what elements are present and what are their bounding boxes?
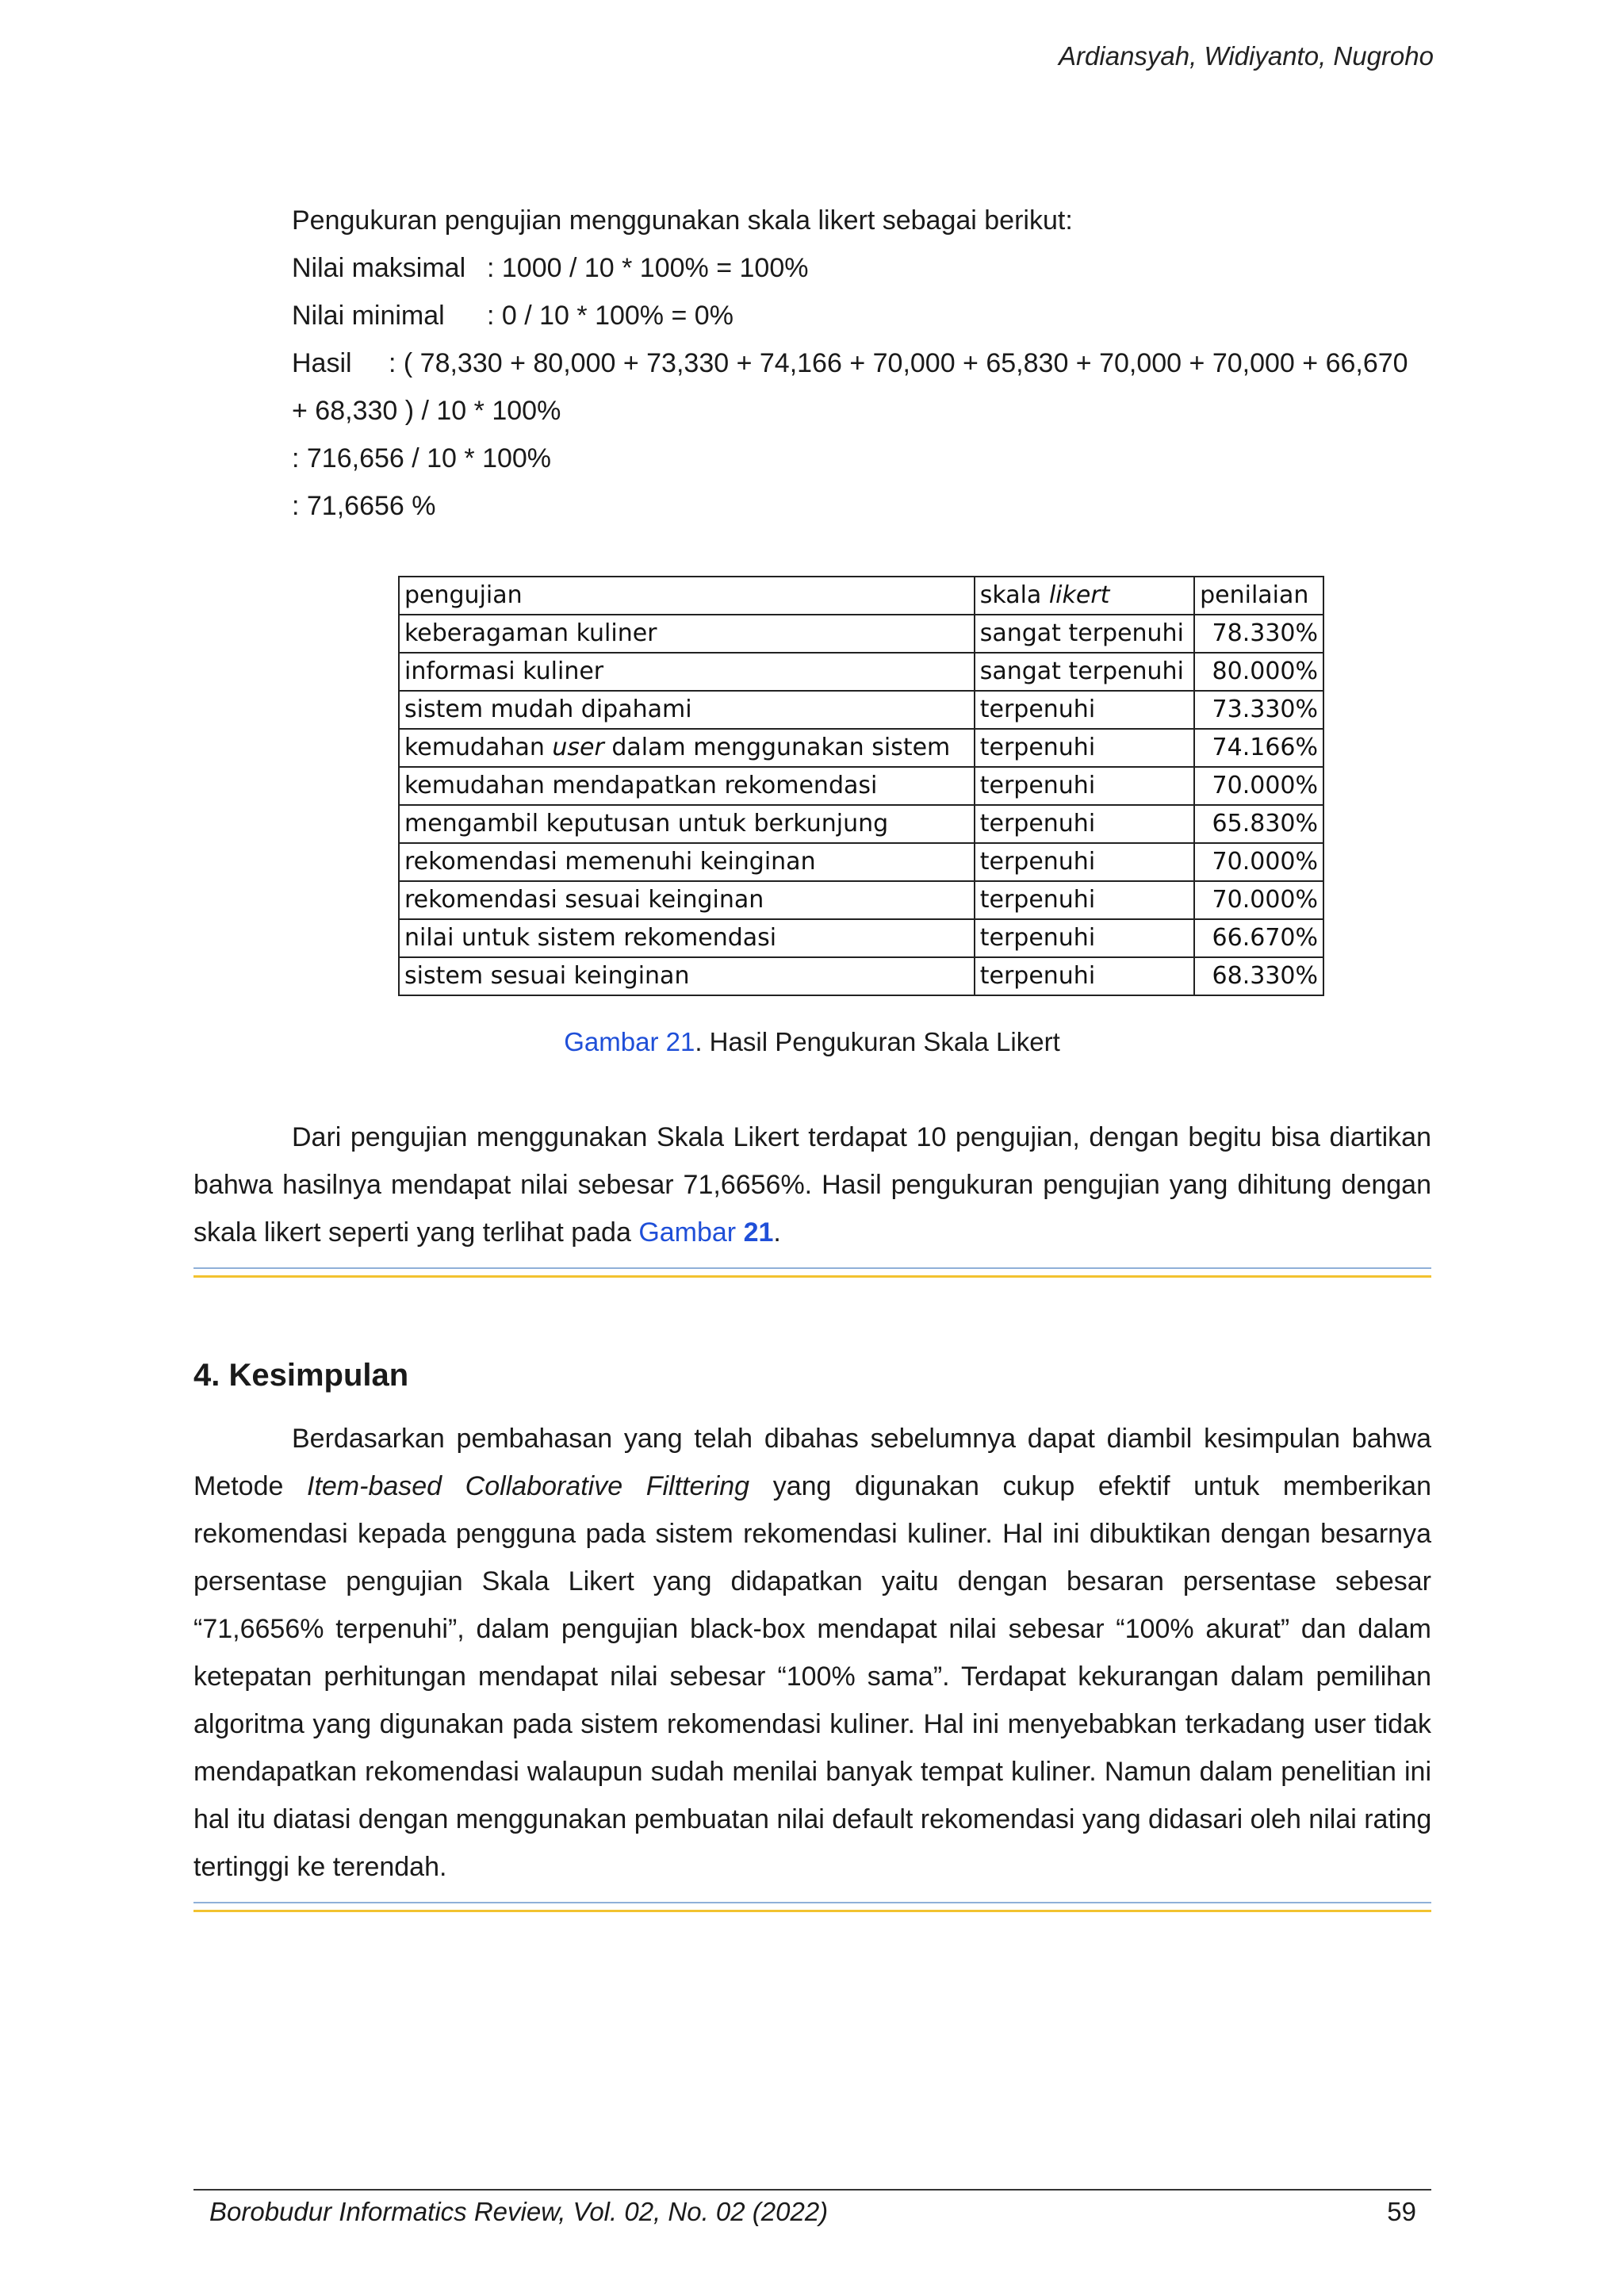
table-row — [399, 843, 1323, 881]
header-skala-prefix: skala — [979, 581, 1049, 609]
cell-penilaian: 73.330% — [1194, 691, 1323, 729]
cell-skala: terpenuhi — [975, 919, 1194, 957]
table-row — [399, 729, 1323, 767]
table-row — [399, 881, 1323, 919]
conclusion-line9: hal itu diatasi dengan menggunakan pembuatan nilai default rekomendasi yang didasari oleh nilai rating — [193, 1804, 1432, 1834]
paragraph1-figure-link[interactable]: Gambar — [638, 1217, 744, 1248]
result-formula-line3: : 716,656 / 10 * 100% — [292, 443, 552, 473]
divider-gold — [193, 1910, 1431, 1912]
cell-pengujian: mengambil keputusan untuk berkunjung — [399, 805, 975, 843]
cell-skala: terpenuhi — [975, 805, 1194, 843]
figure-caption — [0, 1018, 1624, 1066]
conclusion-line4: persentase pengujian Skala Likert yang didapatkan yaitu dengan besaran persentase sebesar — [193, 1566, 1431, 1596]
footer-journal: Borobudur Informatics Review, Vol. 02, No. 02 (2022) — [209, 2197, 829, 2226]
table-row — [399, 653, 1323, 691]
cell-penilaian: 68.330% — [1194, 957, 1323, 995]
cell-skala: terpenuhi — [975, 691, 1194, 729]
cell-skala: terpenuhi — [975, 881, 1194, 919]
conclusion-line7: algoritma yang digunakan pada sistem rekomendasi kuliner. Hal ini menyebabkan terkadang user tidak — [193, 1709, 1431, 1739]
conclusion-line2-suffix: yang digunakan cukup efektif untuk memberikan — [749, 1471, 1431, 1501]
table-header-row — [399, 577, 1323, 615]
measurement-intro: Pengukuran pengujian menggunakan skala likert sebagai berikut: — [292, 205, 1073, 236]
divider-gold — [193, 1275, 1431, 1278]
paragraph1-line3-suffix: . — [773, 1217, 781, 1248]
result-formula-line4: : 71,6656 % — [292, 491, 436, 521]
cell-pengujian: rekomendasi sesuai keinginan — [399, 881, 975, 919]
paragraph1-line2: bahwa hasilnya mendapat nilai sebesar 71,6656%. Hasil pengukuran pengujian yang dihitung dengan — [193, 1170, 1431, 1200]
divider-blue — [193, 1267, 1431, 1269]
table-row — [399, 691, 1323, 729]
cell-pengujian: rekomendasi memenuhi keinginan — [399, 843, 975, 881]
cell-pengujian-prefix: kemudahan — [404, 734, 553, 761]
paragraph1-line1: Dari pengujian menggunakan Skala Likert terdapat 10 pengujian, dengan begitu bisa diartikan — [292, 1122, 1431, 1152]
footer-rule — [193, 2189, 1431, 2191]
paragraph1-line3-prefix: skala likert seperti yang terlihat pada — [193, 1217, 639, 1248]
cell-penilaian: 66.670% — [1194, 919, 1323, 957]
cell-pengujian: informasi kuliner — [399, 653, 975, 691]
min-value: : 0 / 10 * 100% = 0% — [487, 301, 733, 331]
conclusion-line1: Berdasarkan pembahasan yang telah dibahas sebelumnya dapat diambil kesimpulan bahwa — [292, 1424, 1431, 1454]
section-title: 4. Kesimpulan — [193, 1358, 409, 1393]
cell-skala: terpenuhi — [975, 957, 1194, 995]
max-label: Nilai maksimal — [292, 253, 466, 283]
likert-results-table — [398, 576, 1324, 996]
cell-penilaian: 78.330% — [1194, 615, 1323, 653]
conclusion-line3: rekomendasi kepada pengguna pada sistem rekomendasi kuliner. Hal ini dibuktikan dengan besarnya — [193, 1519, 1431, 1549]
paragraph1-figure-link-number[interactable]: 21 — [743, 1217, 774, 1248]
cell-penilaian: 74.166% — [1194, 729, 1323, 767]
cell-skala: terpenuhi — [975, 767, 1194, 805]
conclusion-line5: “71,6656% terpenuhi”, dalam pengujian black-box mendapat nilai sebesar “100% akurat” dan dalam — [193, 1614, 1431, 1644]
cell-penilaian: 80.000% — [1194, 653, 1323, 691]
table-row — [399, 615, 1323, 653]
cell-skala: terpenuhi — [975, 843, 1194, 881]
table-row — [399, 767, 1323, 805]
cell-pengujian-suffix: dalam menggunakan sistem — [603, 734, 951, 761]
cell-pengujian-italic: user — [552, 734, 604, 761]
result-formula-line2: + 68,330 ) / 10 * 100% — [292, 396, 561, 426]
cell-skala: terpenuhi — [975, 729, 1194, 767]
divider-blue — [193, 1902, 1431, 1903]
cell-penilaian: 70.000% — [1194, 881, 1323, 919]
header-skala — [975, 577, 1194, 615]
cell-pengujian: keberagaman kuliner — [399, 615, 975, 653]
cell-skala: sangat terpenuhi — [975, 615, 1194, 653]
table-row — [399, 957, 1323, 995]
cell-pengujian — [399, 729, 975, 767]
conclusion-method-name: Item-based Collaborative Filttering — [307, 1471, 750, 1501]
conclusion-line2-prefix: Metode — [193, 1471, 307, 1501]
table-row — [399, 805, 1323, 843]
page-number: 59 — [1387, 2197, 1416, 2226]
caption-figure-ref[interactable]: Gambar 21 — [564, 1027, 695, 1056]
running-header-authors: Ardiansyah, Widiyanto, Nugroho — [1059, 41, 1434, 71]
header-penilaian: penilaian — [1194, 577, 1323, 615]
cell-penilaian: 70.000% — [1194, 843, 1323, 881]
conclusion-line6: ketepatan perhitungan mendapat nilai sebesar “100% sama”. Terdapat kekurangan dalam pemilihan — [193, 1662, 1431, 1692]
header-pengujian: pengujian — [399, 577, 975, 615]
result-label: Hasil — [292, 348, 352, 378]
conclusion-line10: tertinggi ke terendah. — [193, 1852, 447, 1882]
caption-text: . Hasil Pengukuran Skala Likert — [695, 1027, 1060, 1056]
max-value: : 1000 / 10 * 100% = 100% — [487, 253, 809, 283]
result-formula-line1: : ( 78,330 + 80,000 + 73,330 + 74,166 + 70,000 + 65,830 + 70,000 + 70,000 + 66,670 — [389, 348, 1408, 378]
cell-pengujian: kemudahan mendapatkan rekomendasi — [399, 767, 975, 805]
cell-pengujian: sistem sesuai keinginan — [399, 957, 975, 995]
cell-penilaian: 65.830% — [1194, 805, 1323, 843]
min-label: Nilai minimal — [292, 301, 445, 331]
conclusion-line2 — [193, 1462, 1431, 1510]
cell-penilaian: 70.000% — [1194, 767, 1323, 805]
paragraph1-line3 — [193, 1209, 781, 1256]
cell-pengujian: sistem mudah dipahami — [399, 691, 975, 729]
cell-pengujian: nilai untuk sistem rekomendasi — [399, 919, 975, 957]
cell-skala: sangat terpenuhi — [975, 653, 1194, 691]
conclusion-line8: mendapatkan rekomendasi walaupun sudah menilai banyak tempat kuliner. Namun dalam penelitian ini — [193, 1757, 1431, 1787]
table-row — [399, 919, 1323, 957]
header-skala-italic: likert — [1048, 581, 1110, 609]
